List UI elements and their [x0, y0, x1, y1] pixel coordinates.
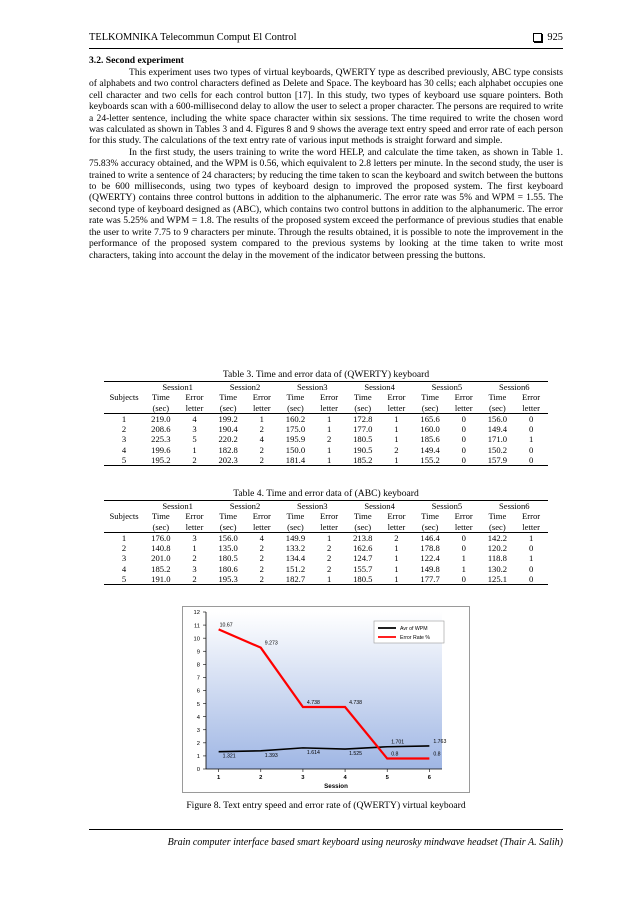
- column-header-row: [104, 392, 548, 402]
- table-cell: 0: [528, 563, 534, 574]
- table-cell: 135.0: [218, 543, 238, 554]
- time-header: Time: [488, 511, 507, 522]
- time-unit: (sec): [481, 403, 515, 414]
- y-tick-label: 6: [196, 688, 200, 695]
- session-label: Session1: [144, 382, 211, 393]
- table-cell: 1: [259, 413, 264, 424]
- y-tick-label: 7: [196, 675, 200, 682]
- table-cell: 0: [461, 444, 466, 455]
- table-cell: 2: [245, 574, 279, 585]
- table-cell: 125.1: [481, 574, 515, 585]
- table-cell: 0: [461, 532, 466, 543]
- table-cell: 2: [259, 563, 264, 574]
- time-header: Time: [421, 392, 439, 403]
- table-cell: 0: [461, 543, 466, 554]
- journal-name: TELKOMNIKA Telecommun Comput El Control: [89, 32, 297, 43]
- table-cell: 2: [121, 424, 127, 435]
- table-cell: 2: [259, 553, 264, 564]
- time-unit: (sec): [346, 522, 380, 533]
- table-cell: 0: [528, 444, 534, 455]
- table-cell: 150.2: [487, 444, 508, 455]
- table-cell: 1: [312, 574, 346, 585]
- running-footer: Brain computer interface based smart keyboard using neurosky mindwave headset (Thair A. Salih): [167, 837, 563, 848]
- time-unit: (sec): [346, 403, 380, 414]
- table-cell: 213.8: [353, 532, 373, 543]
- table-cell: 1: [326, 413, 332, 424]
- y-tick-label: 3: [196, 727, 200, 734]
- time-header: Time: [219, 392, 238, 403]
- session-label: Session3: [279, 382, 346, 393]
- table-cell: 156.0: [487, 413, 508, 424]
- time-unit: (sec): [279, 522, 313, 533]
- error-header: Error: [522, 511, 541, 522]
- table-cell: 1: [121, 532, 127, 543]
- table-cell: 4: [259, 532, 264, 543]
- unit-header-row: [104, 522, 548, 533]
- session-label: Session4: [346, 382, 413, 393]
- table-cell: 175.0: [285, 424, 306, 435]
- table-cell: 181.4: [279, 455, 313, 466]
- table-cell: 1: [326, 424, 332, 435]
- table-cell: 176.0: [151, 532, 171, 543]
- table-cell: 1: [528, 553, 534, 564]
- x-tick-label: 6: [427, 775, 431, 781]
- table4: [104, 500, 548, 585]
- time-unit: (sec): [211, 403, 245, 414]
- table-cell: 0: [461, 413, 466, 424]
- time-header: Time: [421, 511, 439, 522]
- table-cell: 195.3: [211, 574, 245, 585]
- table-cell: 1: [394, 563, 399, 574]
- table-cell: 4: [121, 444, 127, 455]
- table3: [104, 381, 548, 466]
- table-cell: 5: [104, 574, 144, 585]
- data-label: 0.8: [391, 751, 399, 758]
- chart-svg: [182, 606, 470, 793]
- time-header: Time: [286, 392, 305, 403]
- table-cell: 1: [394, 434, 399, 445]
- time-header: Time: [151, 511, 170, 522]
- table-cell: 201.0: [151, 553, 171, 564]
- error-unit: letter: [447, 403, 481, 414]
- error-header: Error: [522, 392, 541, 403]
- table-row: [104, 574, 548, 585]
- table-cell: 2: [121, 543, 127, 554]
- table-cell: 4: [192, 413, 197, 424]
- time-unit: (sec): [279, 403, 313, 414]
- table-cell: 165.6: [420, 413, 440, 424]
- table-cell: 160.2: [285, 413, 306, 424]
- legend-entry: Avr of WPM: [400, 626, 428, 632]
- table-cell: 2: [259, 543, 264, 554]
- table-cell: 1: [394, 543, 399, 554]
- table-cell: 149.8: [420, 563, 440, 574]
- table-row: [104, 424, 548, 434]
- table-cell: 2: [178, 455, 212, 466]
- table-row: [104, 553, 548, 563]
- table-row: [104, 455, 548, 466]
- y-tick-label: 9: [196, 649, 200, 656]
- table-cell: 172.8: [353, 413, 373, 424]
- table-cell: 0: [514, 574, 548, 585]
- table-cell: 180.5: [218, 553, 238, 564]
- error-unit: letter: [514, 522, 548, 533]
- session-label: Session1: [144, 501, 211, 512]
- section-title: 3.2. Second experiment: [89, 55, 184, 66]
- paragraph-2: In the first study, the users training to write the word HELP, and calculate the time taken, as shown in Table 1. 75.83% accuracy obtained, and the WPM is 0.56, which equivalent to 2.8 letters per minute. In the second study, the user is trained to write a sentence of 24 characters; by reducing the time taken to scan the keyboard and switch between the buttons to be 600 milliseconds, using two types of keyboard design to improved the proposed system. The first keyboard (QWERTY) contains three control buttons in addition to the alphanumeric. The error rate was 5% and WPM = 1.55. The second type of keyboard designed as (ABC), which contains two control buttons in addition to the alphanumeric. The error rate was 5.25% and WPM = 1.8. The results of the proposed system exceed the performance of previous studies that enable the user to write 7.75 to 9 characters per minute. Through the results obtained, it is possible to note the improvement in the performance of the proposed system compared to the previous systems by looking at the time taken to write most characters, taking into account the delay in the movement of the indicator between pressing the buttons.: [89, 146, 563, 261]
- table-cell: 0: [514, 455, 548, 466]
- table-cell: 5: [192, 434, 197, 445]
- time-unit: (sec): [413, 403, 447, 414]
- session-label: Session6: [481, 382, 548, 393]
- time-header: Time: [219, 511, 238, 522]
- table-cell: 199.6: [151, 444, 171, 455]
- table-cell: 146.4: [420, 532, 440, 543]
- paragraph-1: This experiment uses two types of virtual keyboards, QWERTY type as described previously, ABC type consists of alphabets and two control characters defined as Delete and Space. The keyboard has 30 cells; each alphabet occupies one cell character and two cells for each control button [17]. In this study, two types of keyboard use square pointers. Both keyboards scan with a 600-millisecond delay to allow the user to select a proper character. The persons are required to write a 24-letter sentence, including the white space character within six sessions. The time required to write the chosen word was calculated as shown in Tables 3 and 4. Figures 8 and 9 shows the average text entry speed and error rate of each person for this study. The calculations of the text entry rate of various input methods is straight forward and simple.: [89, 67, 563, 147]
- table-cell: 2: [178, 574, 212, 585]
- table-cell: 1: [312, 455, 346, 466]
- error-unit: letter: [380, 403, 414, 414]
- data-label: 10.67: [219, 622, 233, 629]
- column-header-row: [104, 511, 548, 521]
- table-cell: 2: [326, 543, 332, 554]
- page-number-group: [533, 32, 563, 43]
- table-cell: 160.0: [420, 424, 440, 435]
- table-cell: 156.0: [218, 532, 238, 543]
- session-label: Session2: [211, 501, 278, 512]
- time-header: Time: [353, 511, 372, 522]
- error-header: Error: [185, 392, 204, 403]
- page-number: 925: [547, 32, 563, 43]
- table-cell: 134.4: [285, 553, 306, 564]
- y-tick-label: 2: [196, 741, 200, 748]
- table-cell: 0: [461, 424, 466, 435]
- table-cell: 2: [326, 553, 332, 564]
- square-box-icon: [533, 33, 542, 42]
- table-cell: 2: [326, 434, 332, 445]
- table-cell: 1: [326, 444, 332, 455]
- unit-header-row: [104, 403, 548, 414]
- table-cell: 151.2: [285, 563, 306, 574]
- error-unit: letter: [312, 522, 346, 533]
- table-cell: 191.0: [144, 574, 178, 585]
- time-header: Time: [488, 392, 507, 403]
- table-cell: 1: [121, 413, 127, 424]
- session-header-row: [104, 382, 548, 393]
- subjects-label: Subjects: [109, 511, 139, 522]
- error-unit: letter: [245, 403, 279, 414]
- time-unit: (sec): [211, 522, 245, 533]
- table-cell: 220.2: [218, 434, 238, 445]
- table-cell: 133.2: [285, 543, 306, 554]
- error-header: Error: [387, 511, 406, 522]
- table-cell: 122.4: [420, 553, 440, 564]
- running-header: [89, 32, 563, 43]
- table-row: [104, 543, 548, 553]
- footer-rule: [89, 829, 563, 830]
- table-cell: 171.0: [487, 434, 508, 445]
- x-tick-label: 3: [301, 775, 305, 781]
- table-cell: 180.6: [218, 563, 238, 574]
- error-header: Error: [252, 511, 271, 522]
- table-cell: 130.2: [487, 563, 508, 574]
- table-cell: 124.7: [353, 553, 373, 564]
- time-unit: (sec): [481, 522, 515, 533]
- data-label: 4.738: [306, 700, 320, 707]
- table-cell: 0: [461, 434, 466, 445]
- table-cell: 4: [121, 563, 127, 574]
- table-cell: 1: [380, 455, 414, 466]
- session-label: Session5: [413, 501, 480, 512]
- table-cell: 180.5: [346, 574, 380, 585]
- table-row: [104, 445, 548, 455]
- error-header: Error: [454, 392, 473, 403]
- table-cell: 177.0: [353, 424, 373, 435]
- table-cell: 2: [394, 532, 399, 543]
- x-tick-label: 4: [343, 775, 347, 781]
- table-cell: 190.5: [353, 444, 373, 455]
- y-tick-label: 1: [196, 754, 200, 761]
- error-unit: letter: [380, 522, 414, 533]
- section-content: [89, 55, 563, 261]
- table-cell: 1: [394, 424, 399, 435]
- table-cell: 3: [192, 532, 197, 543]
- data-label: 4.738: [349, 700, 363, 707]
- y-tick-label: 4: [196, 714, 200, 721]
- data-label: 1.701: [391, 739, 405, 746]
- table-cell: 1: [461, 563, 466, 574]
- table-cell: 185.6: [420, 434, 440, 445]
- time-unit: (sec): [144, 522, 178, 533]
- error-unit: letter: [312, 403, 346, 414]
- table-cell: 140.8: [151, 543, 171, 554]
- table-cell: 3: [192, 563, 197, 574]
- table-row: [104, 532, 548, 543]
- time-header: Time: [353, 392, 372, 403]
- table-cell: 1: [326, 532, 332, 543]
- table-cell: 225.3: [151, 434, 171, 445]
- x-tick-label: 1: [217, 775, 221, 781]
- table-cell: 190.4: [218, 424, 238, 435]
- table-cell: 199.2: [218, 413, 238, 424]
- data-label: 1.525: [349, 751, 363, 758]
- table-cell: 0: [528, 413, 534, 424]
- table-cell: 2: [245, 455, 279, 466]
- error-header: Error: [320, 511, 339, 522]
- table-cell: 2: [326, 563, 332, 574]
- y-tick-label: 12: [193, 610, 200, 617]
- table-cell: 142.2: [487, 532, 508, 543]
- table-cell: 149.9: [285, 532, 306, 543]
- table-cell: 2: [192, 553, 197, 564]
- y-tick-label: 5: [196, 701, 200, 708]
- table-cell: 1: [192, 543, 197, 554]
- session-label: Session6: [481, 501, 548, 512]
- table-cell: 3: [192, 424, 197, 435]
- time-unit: (sec): [144, 403, 178, 414]
- error-header: Error: [320, 392, 339, 403]
- table-cell: 155.2: [413, 455, 447, 466]
- x-tick-label: 5: [385, 775, 389, 781]
- table-cell: 178.8: [420, 543, 440, 554]
- y-tick-label: 0: [196, 767, 200, 774]
- session-label: Session4: [346, 501, 413, 512]
- session-label: Session3: [279, 501, 346, 512]
- table-cell: 162.6: [353, 543, 373, 554]
- error-unit: letter: [178, 522, 212, 533]
- table-cell: 149.4: [420, 444, 440, 455]
- y-tick-label: 11: [193, 623, 200, 630]
- table-row: [104, 413, 548, 424]
- table-cell: 208.6: [151, 424, 171, 435]
- table-cell: 1: [528, 532, 534, 543]
- table-cell: 195.9: [285, 434, 306, 445]
- data-label: 1.614: [306, 749, 320, 756]
- table-row: [104, 434, 548, 444]
- table-cell: 3: [121, 434, 127, 445]
- y-tick-label: 8: [196, 662, 200, 669]
- table-cell: 0: [528, 543, 534, 554]
- table-cell: 0: [447, 574, 481, 585]
- table-cell: 202.3: [211, 455, 245, 466]
- table-cell: 2: [394, 444, 399, 455]
- table-cell: 1: [461, 553, 466, 564]
- data-label: 1.393: [264, 752, 278, 759]
- session-label: Session2: [211, 382, 278, 393]
- table-cell: 1: [528, 434, 534, 445]
- table4-caption: Table 4. Time and error data of (ABC) keyboard: [233, 488, 419, 499]
- table3-caption: Table 3. Time and error data of (QWERTY) keyboard: [222, 369, 430, 380]
- table-cell: 1: [394, 553, 399, 564]
- table-cell: 5: [104, 455, 144, 466]
- data-label: 9.273: [264, 640, 278, 647]
- session-label: Session5: [413, 382, 480, 393]
- table-cell: 185.2: [151, 563, 171, 574]
- time-header: Time: [286, 511, 305, 522]
- error-header: Error: [387, 392, 406, 403]
- data-label: 1.321: [222, 753, 236, 760]
- table-cell: 1: [394, 413, 399, 424]
- table-cell: 195.2: [144, 455, 178, 466]
- error-unit: letter: [447, 522, 481, 533]
- table-cell: 4: [259, 434, 264, 445]
- legend-entry: Error Rate %: [400, 635, 430, 641]
- error-unit: letter: [178, 403, 212, 414]
- error-unit: letter: [245, 522, 279, 533]
- table-cell: 149.4: [487, 424, 508, 435]
- data-label: 0.8: [433, 751, 441, 758]
- table-cell: 219.0: [151, 413, 171, 424]
- table-cell: 185.2: [346, 455, 380, 466]
- x-axis-label: Session: [324, 783, 348, 790]
- session-header-row: [104, 501, 548, 512]
- table-cell: 0: [447, 455, 481, 466]
- table-row: [104, 564, 548, 574]
- table-cell: 1: [192, 444, 197, 455]
- table-cell: 2: [259, 444, 264, 455]
- table-cell: 1: [380, 574, 414, 585]
- time-header: Time: [151, 392, 170, 403]
- table-cell: 157.9: [481, 455, 515, 466]
- figure8-chart: [182, 606, 470, 793]
- time-unit: (sec): [413, 522, 447, 533]
- table-cell: 155.7: [353, 563, 373, 574]
- table-cell: 2: [259, 424, 264, 435]
- error-header: Error: [454, 511, 473, 522]
- header-rule: [89, 48, 563, 49]
- table-cell: 150.0: [285, 444, 306, 455]
- table-cell: 120.2: [487, 543, 508, 554]
- table-cell: 177.7: [413, 574, 447, 585]
- table-cell: 182.8: [218, 444, 238, 455]
- table-cell: 0: [528, 424, 534, 435]
- figure8-caption: Figure 8. Text entry speed and error rate of (QWERTY) virtual keyboard: [186, 800, 466, 811]
- error-header: Error: [252, 392, 271, 403]
- table-cell: 180.5: [353, 434, 373, 445]
- y-tick-label: 10: [193, 636, 200, 643]
- table-cell: 182.7: [279, 574, 313, 585]
- subjects-label: Subjects: [109, 392, 139, 403]
- table-cell: 118.8: [487, 553, 507, 564]
- table-cell: 3: [121, 553, 127, 564]
- error-unit: letter: [514, 403, 548, 414]
- data-label: 1.763: [433, 738, 447, 745]
- error-header: Error: [185, 511, 204, 522]
- x-tick-label: 2: [259, 775, 263, 781]
